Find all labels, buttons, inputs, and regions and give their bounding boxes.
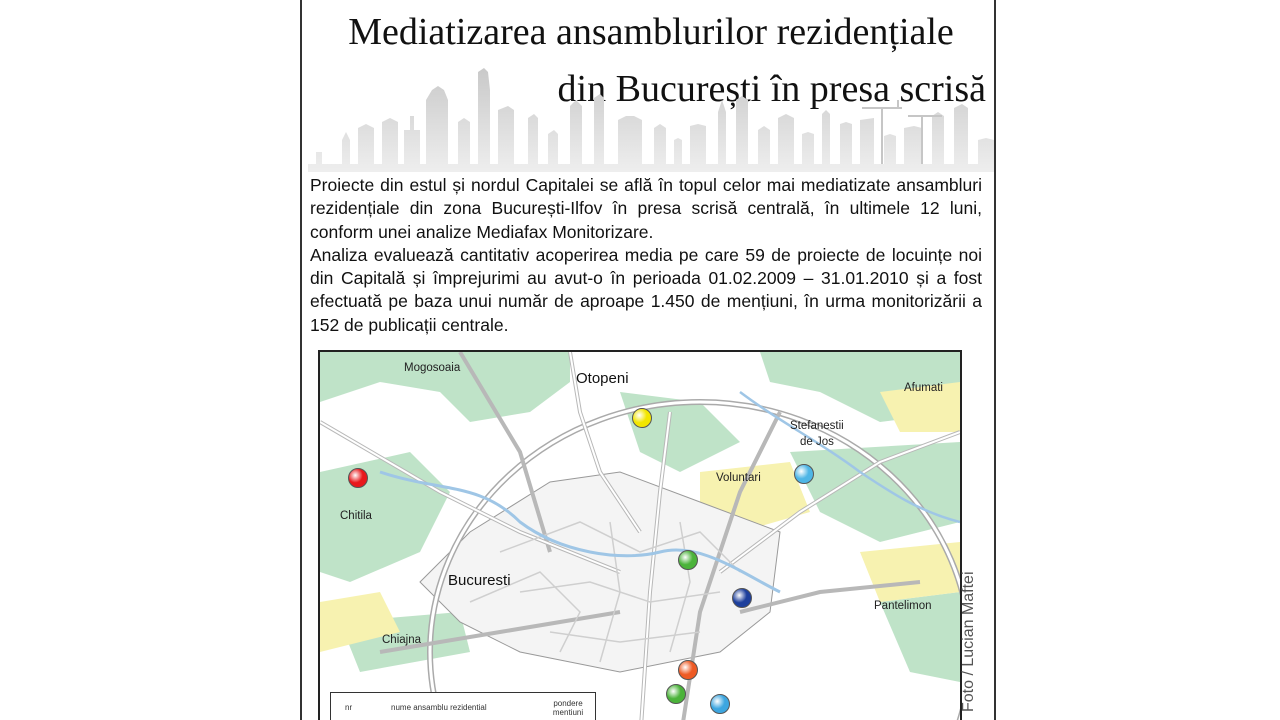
label-de-jos: de Jos [800,436,834,448]
infographic-sheet [300,0,996,720]
bucharest-map [318,350,962,720]
label-mogosoaia: Mogosoaia [404,362,461,374]
project-marker[interactable] [678,660,698,680]
legend-col-name: nume ansamblu rezidential [391,703,487,712]
label-chitila: Chitila [340,510,372,522]
legend-header [331,699,595,720]
legend-col-nr: nr [345,703,353,712]
label-stefanestii: Stefanestii [790,420,844,432]
project-marker[interactable] [678,550,698,570]
intro-paragraph-2: Analiza evaluează cantitativ acoperirea media pe care 59 de proiecte de locuințe noi din Capitală și împrejurimi au avut-o în perioada 01.02.2009 – 31.01.2010 și a fost efectuată pe baza unui număr de aproape 1.450 de mențiuni, în urma monitorizării a 152 de publicații centrale. [310,244,982,335]
project-marker[interactable] [732,588,752,608]
city-skyline-graphic [302,60,994,172]
project-marker[interactable] [794,464,814,484]
photo-credit: Foto / Lucian Maftei [960,571,977,712]
headline-line-1: Mediatizarea ansamblurilor rezidențiale [348,11,954,53]
label-chiajna: Chiajna [382,634,421,646]
label-afumati: Afumati [904,382,943,394]
legend-table [330,692,596,720]
label-pantelimon: Pantelimon [874,600,932,612]
project-marker[interactable] [348,468,368,488]
project-marker[interactable] [710,694,730,714]
intro-text [310,174,982,337]
label-voluntari: Voluntari [716,472,761,484]
project-marker[interactable] [632,408,652,428]
legend-col-weight: pondere mentiuni [552,699,584,717]
headline-line-2: din București în presa scrisă [557,68,986,110]
label-bucuresti: Bucuresti [448,572,511,589]
intro-paragraph-1: Proiecte din estul și nordul Capitalei se află în topul celor mai mediatizate ansambluri rezidențiale din zona București-Ilfov în presa scrisă centrală, în ultimele 12 luni, conform unei analize Mediafax Monitorizare. [310,175,982,242]
label-otopeni: Otopeni [576,370,629,387]
project-marker[interactable] [666,684,686,704]
